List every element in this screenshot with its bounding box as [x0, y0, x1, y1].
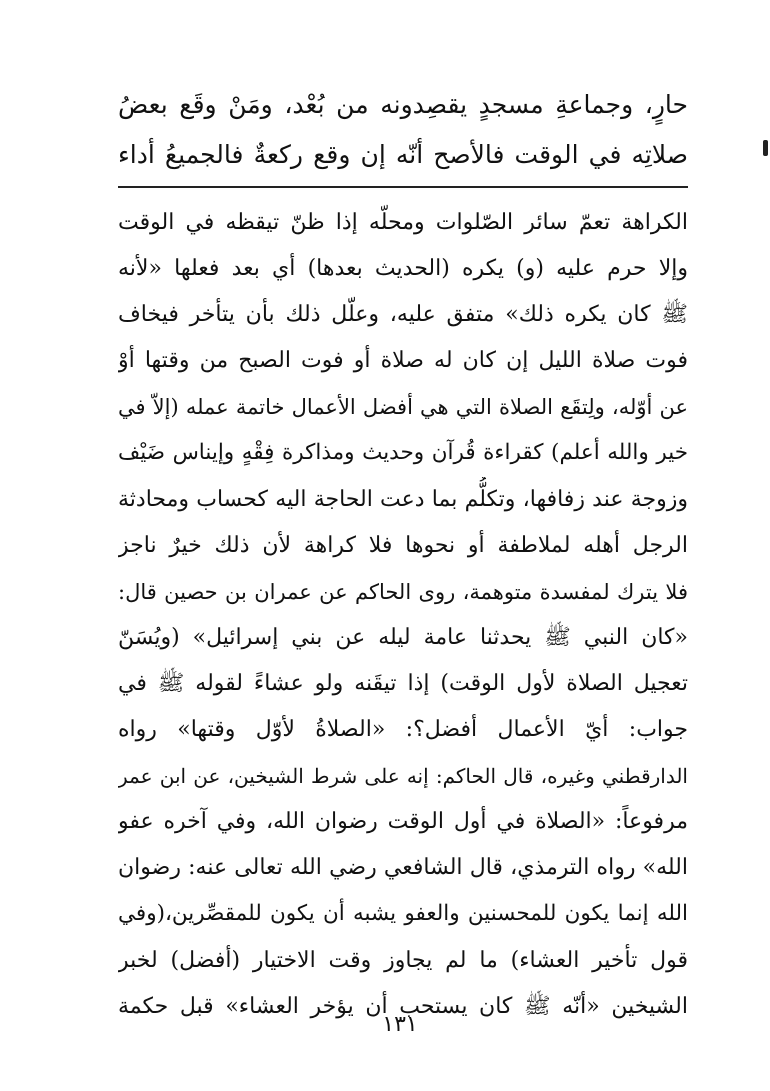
commentary-line: عن أوّله، ولِتقَع الصلاة التي هي أفضل الأعمال خاتمة عمله (إلاّ في: [118, 395, 688, 420]
commentary-line: فوت صلاة الليل إن كان له صلاة أو فوت الصبح من وقتها أوْ: [118, 348, 688, 374]
commentary-line: وإلا حرم عليه (و) يكره (الحديث بعدها) أي بعد فعلها «لأنه: [118, 256, 688, 282]
commentary-line: فلا يترك لمفسدة متوهمة، روى الحاكم عن عمران بن حصين قال:: [118, 579, 688, 604]
commentary-line: الرجل أهله لملاطفة أو نحوها فلا كراهة لأن ذلك خيرٌ ناجز: [118, 532, 688, 558]
commentary-line: الله إنما يكون للمحسنين والعفو يشبه أن يكون للمقصِّرين،(وفي: [118, 901, 688, 927]
matn-line: حارٍ، وجماعةِ مسجدٍ يقصِدونه من بُعْد، ومَنْ وقَع بعضُ: [118, 90, 688, 119]
commentary-line: قول تأخير العشاء) ما لم يجاوز وقت الاختيار (أفضل) لخبر: [118, 947, 688, 973]
commentary-line: «كان النبي ﷺ يحدثنا عامة ليله عن بني إسرائيل» (ويُسَنّ: [118, 624, 688, 650]
commentary-line: ﷺ كان يكره ذلك» متفق عليه، وعلّل ذلك بأن يتأخر فيخاف: [118, 302, 688, 328]
matn-line: صلاتِه في الوقت فالأصح أنّه إن وقع ركعةٌ فالجميعُ أداء: [118, 140, 688, 169]
scan-edge-mark: [763, 140, 768, 156]
commentary-line: الله» رواه الترمذي، قال الشافعي رضي الله تعالى عنه: رضوان: [118, 855, 688, 881]
commentary-line: الكراهة تعمّ سائر الصّلوات ومحلّه إذا ظنّ تيقظه في الوقت: [118, 210, 688, 235]
commentary-line: مرفوعاً: «الصلاة في أول الوقت رضوان الله، وفي آخره عفو: [118, 809, 688, 835]
commentary-text-block: [118, 200, 688, 1030]
page-number: ١٣١: [382, 1012, 418, 1037]
commentary-line: الشيخين «أنّه ﷺ كان يستحب أن يؤخر العشاء» قبل حكمة: [118, 993, 688, 1019]
commentary-line: خير والله أعلم) كقراءة قُرآن وحديث ومذاكرة فِقْهٍ وإيناس ضَيْف: [118, 440, 688, 466]
commentary-line: جواب: أيّ الأعمال أفضل؟: «الصلاةُ لأوّل وقتها» رواه: [118, 717, 688, 743]
separator-rule: [118, 186, 688, 188]
commentary-line: الدارقطني وغيره، قال الحاكم: إنه على شرط الشيخين، عن ابن عمر: [118, 764, 688, 789]
commentary-line: وزوجة عند زفافها، وتكلُّم بما دعت الحاجة اليه كحساب ومحادثة: [118, 486, 688, 512]
matn-text-block: [118, 80, 688, 180]
commentary-line: تعجيل الصلاة لأول الوقت) إذا تيقَنه ولو عشاءً لقوله ﷺ في: [118, 670, 688, 696]
